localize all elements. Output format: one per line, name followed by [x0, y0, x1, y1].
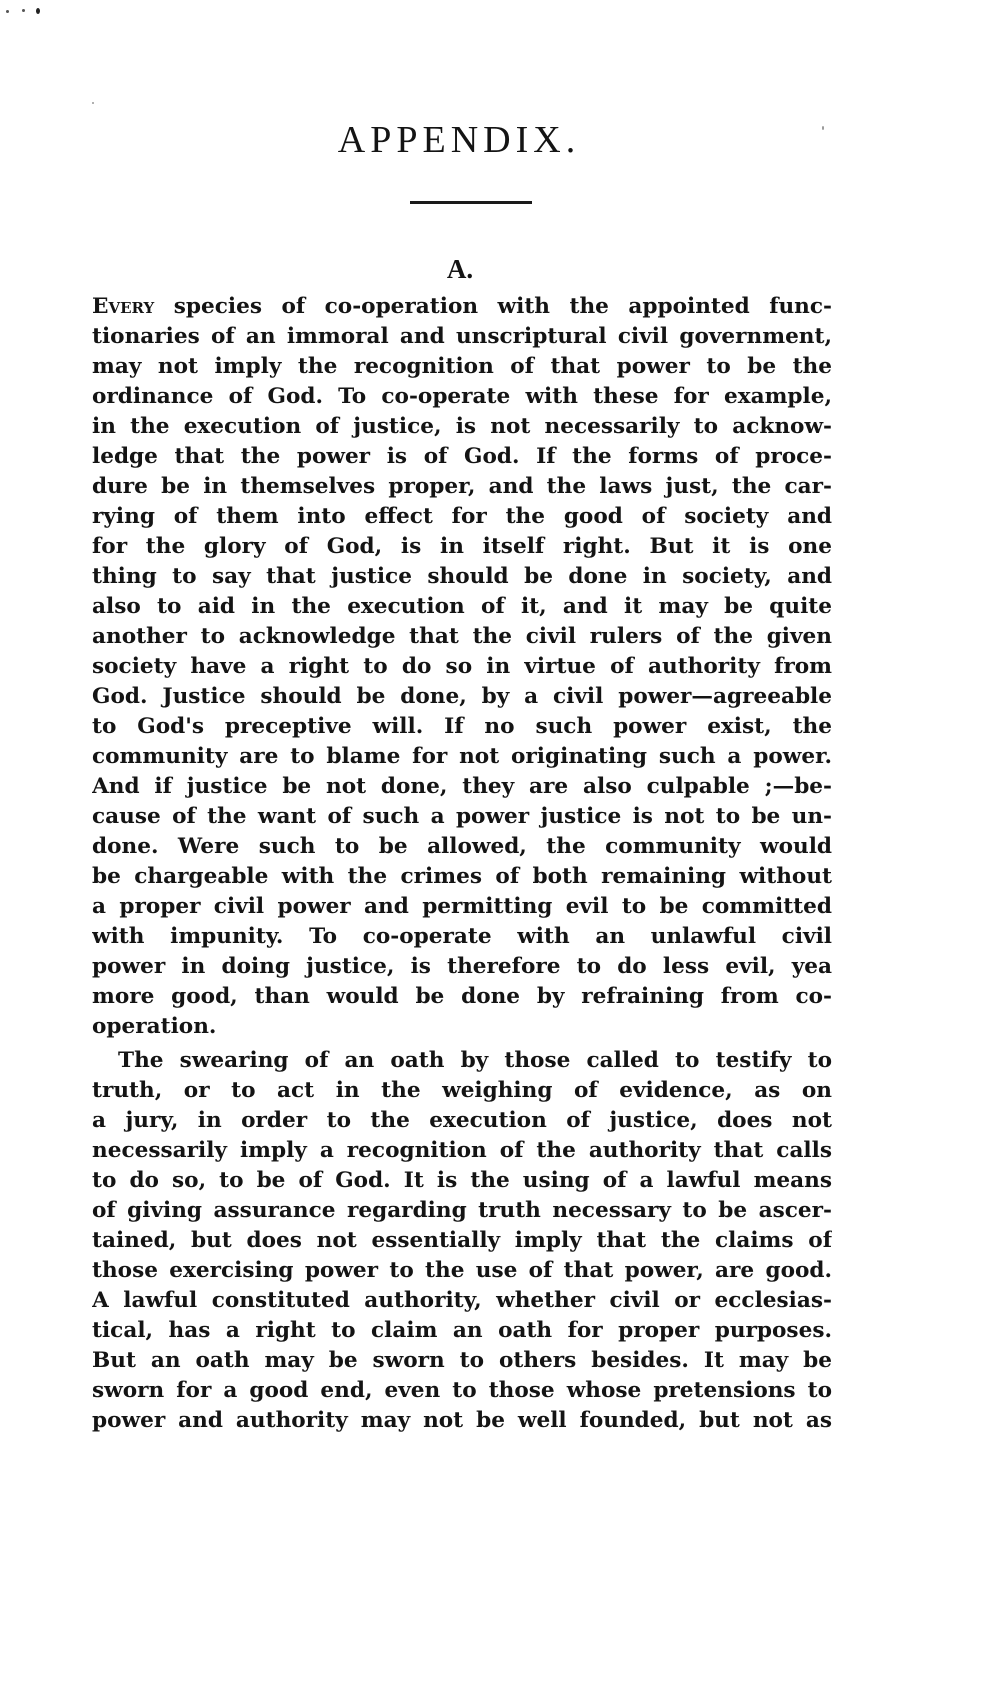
text-line: dure be in themselves proper, and the laws just, the car-	[92, 474, 832, 499]
text-line: tical, has a right to claim an oath for proper purposes.	[92, 1318, 832, 1343]
paragraph-2	[92, 1046, 832, 1436]
text-line: power and authority may not be well founded, but not as	[92, 1408, 832, 1433]
text-line: operation.	[92, 1014, 217, 1039]
text-line: Every species of co-operation with the appointed func-	[92, 294, 832, 319]
text-line: with impunity. To co-operate with an unlawful civil	[92, 924, 832, 949]
title-divider	[410, 201, 532, 204]
text-line: another to acknowledge that the civil rulers of the given	[92, 624, 832, 649]
text-line: society have a right to do so in virtue of authority from	[92, 654, 832, 679]
text-line: ledge that the power is of God. If the forms of proce-	[92, 444, 832, 469]
text-line: God. Justice should be done, by a civil power—agreeable	[92, 684, 832, 709]
text-line: ordinance of God. To co-operate with these for example,	[92, 384, 832, 409]
scan-speck	[36, 8, 40, 14]
text-line: But an oath may be sworn to others besides. It may be	[92, 1348, 832, 1373]
text-line: a jury, in order to the execution of justice, does not	[92, 1108, 832, 1133]
text-line: necessarily imply a recognition of the authority that calls	[92, 1138, 832, 1163]
section-heading: A.	[446, 254, 474, 284]
text-line: truth, or to act in the weighing of evidence, as on	[92, 1078, 832, 1103]
text-line: to do so, to be of God. It is the using of a lawful means	[92, 1168, 832, 1193]
text-line: more good, than would be done by refraining from co-	[92, 984, 832, 1009]
text-line: also to aid in the execution of it, and it may be quite	[92, 594, 832, 619]
text-line: rying of them into effect for the good of society and	[92, 504, 832, 529]
scan-speck	[92, 102, 94, 104]
text-line: be chargeable with the crimes of both remaining without	[92, 864, 832, 889]
text-line: those exercising power to the use of that power, are good.	[92, 1258, 832, 1283]
text-line: in the execution of justice, is not necessarily to acknow-	[92, 414, 832, 439]
text-line: power in doing justice, is therefore to do less evil, yea	[92, 954, 832, 979]
text-line: thing to say that justice should be done in society, and	[92, 564, 832, 589]
text-line: And if justice be not done, they are also culpable ;—be-	[92, 774, 832, 799]
scan-speck	[22, 9, 25, 12]
text-line: tionaries of an immoral and unscriptural civil government,	[92, 324, 832, 349]
text-line: to God's preceptive will. If no such power exist, the	[92, 714, 832, 739]
text-line: done. Were such to be allowed, the community would	[92, 834, 832, 859]
text-line: community are to blame for not originating such a power.	[92, 744, 832, 769]
text-line: of giving assurance regarding truth necessary to be ascer-	[92, 1198, 832, 1223]
text-line: a proper civil power and permitting evil to be committed	[92, 894, 832, 919]
text-line: sworn for a good end, even to those whose pretensions to	[92, 1378, 832, 1403]
page-title: APPENDIX.	[337, 119, 581, 161]
text-line: for the glory of God, is in itself right. But it is one	[92, 534, 832, 559]
scan-speck	[6, 10, 9, 13]
text-line: may not imply the recognition of that power to be the	[92, 354, 832, 379]
text-line: cause of the want of such a power justice is not to be un-	[92, 804, 832, 829]
text-line: The swearing of an oath by those called to testify to	[118, 1048, 832, 1073]
text-line: A lawful constituted authority, whether civil or ecclesias-	[92, 1288, 832, 1313]
lead-word: Every	[92, 294, 155, 319]
paragraph-1	[92, 292, 832, 1042]
text-line: tained, but does not essentially imply that the claims of	[92, 1228, 832, 1253]
